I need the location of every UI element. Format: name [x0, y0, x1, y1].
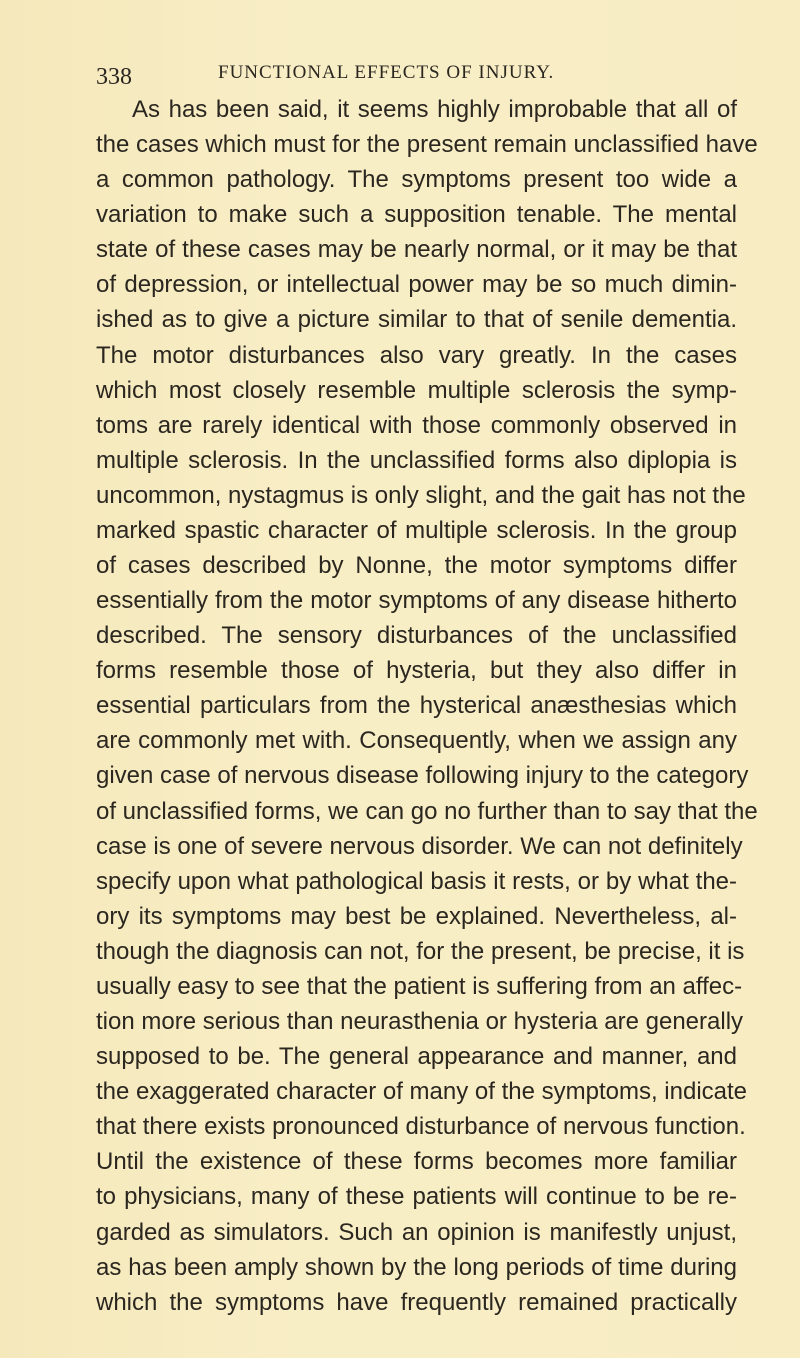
text-line: state of these cases may be nearly normal, or it may be that	[96, 236, 737, 264]
text-line: the cases which must for the present remain unclassified have	[96, 131, 758, 159]
text-line: of depression, or intellectual power may be so much dimin-	[96, 271, 737, 299]
text-line: given case of nervous disease following injury to the category	[96, 762, 749, 790]
text-line: ished as to give a picture similar to that of senile dementia.	[96, 306, 737, 334]
text-line: The motor disturbances also vary greatly. In the cases	[96, 341, 737, 369]
body-text	[96, 92, 758, 1320]
text-line: of cases described by Nonne, the motor symptoms differ	[96, 552, 737, 580]
text-line: usually easy to see that the patient is suffering from an affec-	[96, 972, 743, 1000]
running-head: FUNCTIONAL EFFECTS OF INJURY.	[218, 62, 555, 83]
text-line: case is one of severe nervous disorder. We can not definitely	[96, 832, 743, 860]
text-line: forms resemble those of hysteria, but they also differ in	[96, 657, 737, 685]
text-line: multiple sclerosis. In the unclassified forms also diplopia is	[96, 446, 737, 474]
text-line: a common pathology. The symptoms present too wide a	[96, 166, 737, 194]
text-line: essentially from the motor symptoms of any disease hitherto	[96, 587, 737, 615]
text-line: which most closely resemble multiple sclerosis the symp-	[96, 376, 737, 404]
text-line: the exaggerated character of many of the symptoms, indicate	[96, 1078, 748, 1106]
text-line: toms are rarely identical with those commonly observed in	[96, 411, 737, 439]
text-line: that there exists pronounced disturbance of nervous function.	[96, 1113, 746, 1141]
text-line: garded as simulators. Such an opinion is manifestly unjust,	[96, 1218, 737, 1246]
text-line: tion more serious than neurasthenia or hysteria are generally	[96, 1008, 744, 1036]
text-line: uncommon, nystagmus is only slight, and the gait has not the	[96, 481, 746, 509]
text-line: are commonly met with. Consequently, when we assign any	[96, 727, 737, 755]
text-line: supposed to be. The general appearance and manner, and	[96, 1043, 737, 1071]
text-line: of unclassified forms, we can go no further than to say that the	[96, 797, 758, 825]
text-line: which the symptoms have frequently remained practically	[96, 1288, 737, 1316]
text-line: as has been amply shown by the long periods of time during	[96, 1253, 737, 1281]
text-line: ory its symptoms may best be explained. Nevertheless, al-	[96, 902, 737, 930]
text-line: marked spastic character of multiple sclerosis. In the group	[96, 516, 737, 544]
page-number: 338	[96, 64, 132, 90]
text-line: to physicians, many of these patients will continue to be re-	[96, 1183, 737, 1211]
text-line: though the diagnosis can not, for the present, be precise, it is	[96, 937, 745, 965]
text-line: variation to make such a supposition tenable. The mental	[96, 201, 737, 229]
text-line: essential particulars from the hysterical anæsthesias which	[96, 692, 737, 720]
text-line: described. The sensory disturbances of the unclassified	[96, 622, 737, 650]
text-line: Until the existence of these forms becomes more familiar	[96, 1148, 737, 1176]
text-line: As has been said, it seems highly improbable that all of	[132, 96, 737, 123]
page-header	[96, 62, 737, 92]
text-line: specify upon what pathological basis it rests, or by what the-	[96, 867, 737, 895]
